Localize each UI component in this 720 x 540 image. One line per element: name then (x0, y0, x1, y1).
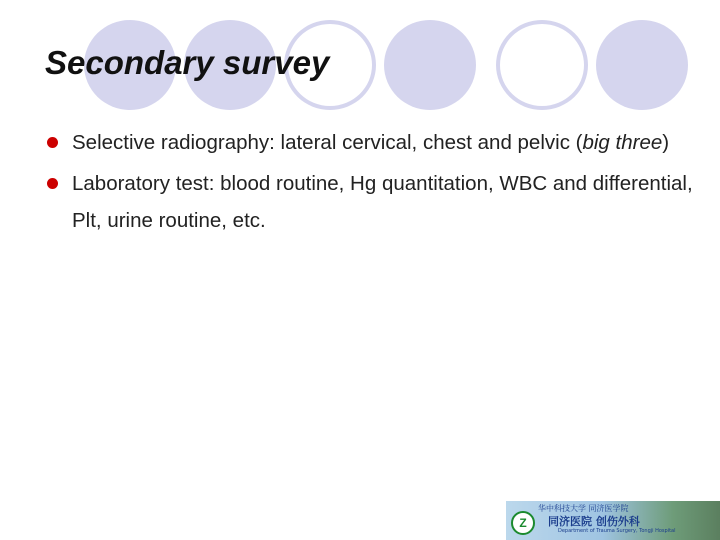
bullet-item-radiography (47, 124, 697, 161)
bullet-text-part: ) (662, 131, 670, 154)
logo-hospital-text: 同济医院 创伤外科 (548, 515, 640, 528)
bullet-item-laboratory (47, 165, 697, 239)
hospital-emblem-icon: Z (511, 511, 535, 535)
bullet-dot-icon (47, 178, 58, 189)
logo-university-text: 华中科技大学 同济医学院 (538, 504, 629, 513)
bullet-text-part: Selective radiography: lateral cervical, chest and pelvic ( (72, 131, 583, 154)
decor-circle-4 (384, 20, 476, 110)
hospital-logo-banner (506, 501, 720, 540)
slide-title: Secondary survey (45, 44, 330, 81)
decor-circle-5 (496, 20, 588, 110)
bullet-text-part-italic: big three (582, 131, 663, 154)
bullet-text-part: Laboratory test: blood routine, Hg quantitation, WBC and differential, Plt, urine routine, etc. (72, 172, 693, 232)
bullet-list (47, 124, 697, 243)
logo-department-text: Department of Trauma Surgery, Tongji Hospital (558, 528, 676, 534)
decor-circle-6 (596, 20, 688, 110)
bullet-dot-icon (47, 137, 58, 148)
